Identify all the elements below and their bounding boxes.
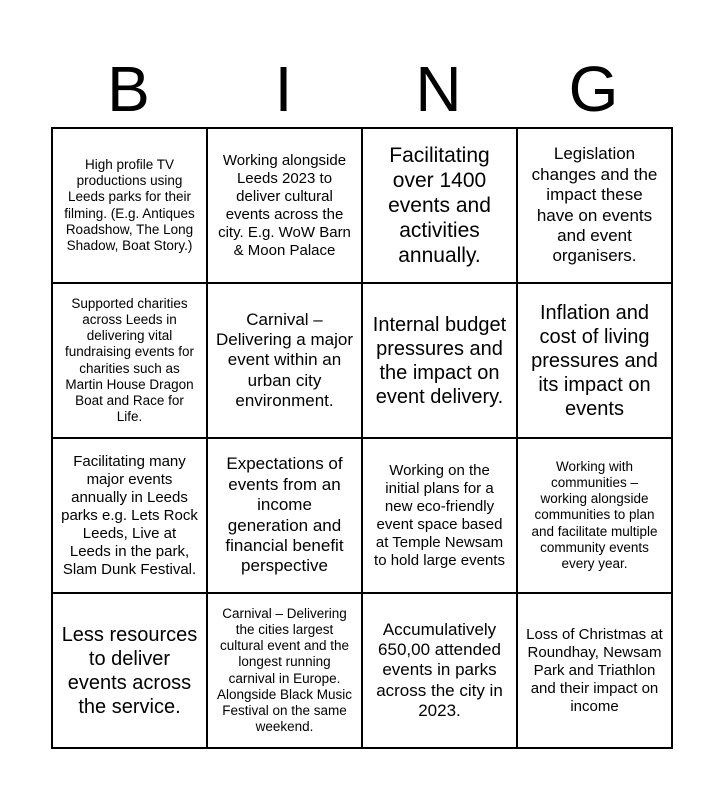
header-letter-g: G [568,53,619,125]
bingo-cell[interactable] [52,438,207,593]
bingo-cell-text: Loss of Christmas at Roundhay, Newsam Park and Triathlon and their impact on income [526,625,663,715]
bingo-cell-text: Internal budget pressures and the impact on event delivery. [372,313,507,408]
bingo-row [52,593,672,748]
bingo-cell[interactable] [207,438,362,593]
bingo-cell-text: Carnival – Delivering the cities largest cultural event and the longest running carnival in Europe. Alongside Black Music Festival on the same weekend. [216,605,353,735]
header-letter-i: I [274,53,293,125]
bingo-cell[interactable] [517,593,672,748]
header-letter-n: N [415,53,462,125]
bingo-cell[interactable] [52,128,207,283]
bingo-cell-text: Working alongside Leeds 2023 to deliver cultural events across the city. E.g. WoW Barn & Moon Palace [218,151,351,259]
bingo-cell[interactable] [362,438,517,593]
bingo-card-grid [51,127,673,749]
bingo-row [52,128,672,283]
bingo-cell-text: Less resources to deliver events across the service. [61,623,198,718]
bingo-cell[interactable] [207,128,362,283]
bingo-cell[interactable] [362,128,517,283]
bingo-cell-text: Facilitating over 1400 events and activities annually. [388,143,491,268]
bingo-cell[interactable] [362,593,517,748]
bingo-cell-text: Accumulatively 650,00 attended events in parks across the city in 2023. [376,619,503,721]
bingo-cell[interactable] [207,593,362,748]
bingo-row [52,283,672,438]
bingo-cell[interactable] [52,283,207,438]
bingo-cell-text: Carnival – Delivering a major event within an urban city environment. [216,309,353,411]
bingo-row [52,438,672,593]
bingo-cell-text: Working on the initial plans for a new eco-friendly event space based at Temple Newsam to hold large events [374,461,505,569]
bingo-header [51,50,671,128]
header-letter-b: B [107,53,150,125]
bingo-cell[interactable] [362,283,517,438]
bingo-cell-text: Working with communities – working alongside communities to plan and facilitate multiple community events every year. [531,458,658,571]
bingo-cell-text: Legislation changes and the impact these have on events and event organisers. [531,144,658,266]
bingo-cell[interactable] [517,438,672,593]
bingo-cell[interactable] [517,128,672,283]
bingo-cell-text: Expectations of events from an income generation and financial benefit perspective [225,454,344,576]
bingo-cell-text: Inflation and cost of living pressures and its impact on events [531,301,658,420]
bingo-cell[interactable] [517,283,672,438]
bingo-cell-text: Supported charities across Leeds in delivering vital fundraising events for charities such as Martin House Dragon Boat and Race for Life. [64,295,195,425]
bingo-cell[interactable] [207,283,362,438]
bingo-cell-text: High profile TV productions using Leeds parks for their filming. (E.g. Antiques Roadshow, The Long Shadow, Boat Story.) [64,156,195,253]
bingo-cell-text: Facilitating many major events annually in Leeds parks e.g. Lets Rock Leeds, Live at Leeds in the park, Slam Dunk Festival. [61,452,198,578]
bingo-cell[interactable] [52,593,207,748]
